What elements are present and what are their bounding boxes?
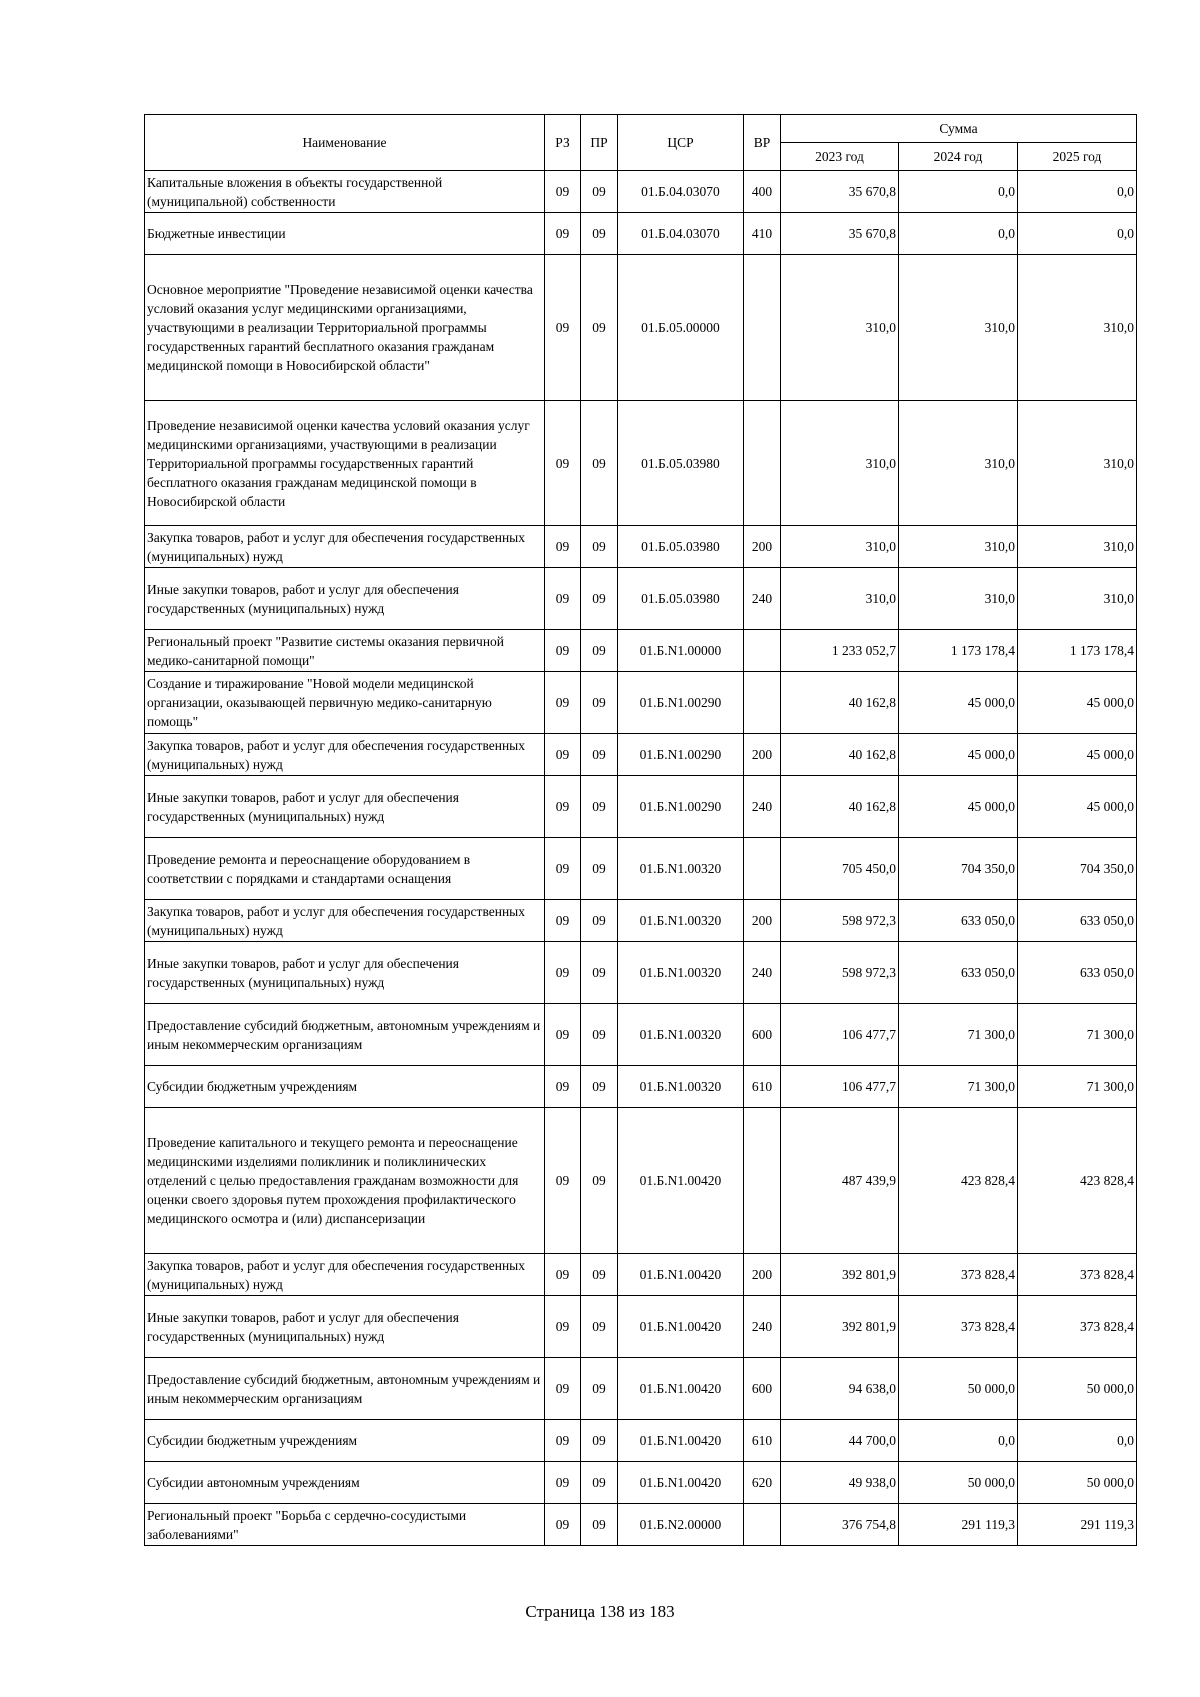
cell-2025: 0,0 bbox=[1018, 213, 1137, 255]
cell-name: Проведение ремонта и переоснащение оборудованием в соответствии с порядками и стандартами оснащения bbox=[145, 838, 545, 900]
cell-2025: 291 119,3 bbox=[1018, 1504, 1137, 1546]
cell-rz: 09 bbox=[545, 672, 581, 734]
cell-2023: 310,0 bbox=[781, 568, 899, 630]
cell-pr: 09 bbox=[581, 1504, 618, 1546]
cell-2024: 45 000,0 bbox=[899, 776, 1018, 838]
header-sum: Сумма bbox=[781, 115, 1137, 143]
cell-pr: 09 bbox=[581, 1004, 618, 1066]
cell-2024: 633 050,0 bbox=[899, 942, 1018, 1004]
cell-2025: 0,0 bbox=[1018, 171, 1137, 213]
cell-2023: 35 670,8 bbox=[781, 171, 899, 213]
cell-pr: 09 bbox=[581, 1066, 618, 1108]
cell-rz: 09 bbox=[545, 568, 581, 630]
cell-2024: 423 828,4 bbox=[899, 1108, 1018, 1254]
cell-csr: 01.Б.04.03070 bbox=[618, 213, 744, 255]
cell-2025: 0,0 bbox=[1018, 1420, 1137, 1462]
cell-rz: 09 bbox=[545, 900, 581, 942]
cell-csr: 01.Б.05.03980 bbox=[618, 401, 744, 526]
cell-name: Региональный проект "Борьба с сердечно-сосудистыми заболеваниями" bbox=[145, 1504, 545, 1546]
cell-name: Предоставление субсидий бюджетным, автономным учреждениям и иным некоммерческим организациям bbox=[145, 1358, 545, 1420]
cell-vr: 620 bbox=[744, 1462, 781, 1504]
cell-name: Субсидии бюджетным учреждениям bbox=[145, 1420, 545, 1462]
header-2023: 2023 год bbox=[781, 143, 899, 171]
cell-csr: 01.Б.N1.00320 bbox=[618, 1004, 744, 1066]
table-row bbox=[145, 1462, 1137, 1504]
cell-name: Иные закупки товаров, работ и услуг для обеспечения государственных (муниципальных) нужд bbox=[145, 568, 545, 630]
budget-table bbox=[144, 114, 1137, 1546]
cell-rz: 09 bbox=[545, 1108, 581, 1254]
cell-name: Бюджетные инвестиции bbox=[145, 213, 545, 255]
cell-name: Региональный проект "Развитие системы оказания первичной медико-санитарной помощи" bbox=[145, 630, 545, 672]
table-row bbox=[145, 942, 1137, 1004]
table-row bbox=[145, 630, 1137, 672]
cell-rz: 09 bbox=[545, 942, 581, 1004]
page-number: Страница 138 из 183 bbox=[525, 1602, 675, 1621]
cell-csr: 01.Б.N1.00420 bbox=[618, 1254, 744, 1296]
cell-2023: 487 439,9 bbox=[781, 1108, 899, 1254]
cell-vr: 240 bbox=[744, 568, 781, 630]
cell-csr: 01.Б.N1.00290 bbox=[618, 734, 744, 776]
cell-vr bbox=[744, 1108, 781, 1254]
cell-2025: 45 000,0 bbox=[1018, 734, 1137, 776]
cell-rz: 09 bbox=[545, 255, 581, 401]
cell-name: Иные закупки товаров, работ и услуг для обеспечения государственных (муниципальных) нужд bbox=[145, 942, 545, 1004]
cell-2023: 106 477,7 bbox=[781, 1004, 899, 1066]
cell-2024: 0,0 bbox=[899, 171, 1018, 213]
cell-csr: 01.Б.N1.00420 bbox=[618, 1358, 744, 1420]
cell-vr bbox=[744, 838, 781, 900]
cell-2023: 392 801,9 bbox=[781, 1296, 899, 1358]
table-row bbox=[145, 734, 1137, 776]
cell-2023: 40 162,8 bbox=[781, 776, 899, 838]
cell-2024: 310,0 bbox=[899, 255, 1018, 401]
cell-2023: 310,0 bbox=[781, 526, 899, 568]
cell-pr: 09 bbox=[581, 838, 618, 900]
cell-vr: 200 bbox=[744, 734, 781, 776]
table-row bbox=[145, 568, 1137, 630]
cell-vr: 200 bbox=[744, 526, 781, 568]
cell-pr: 09 bbox=[581, 255, 618, 401]
cell-csr: 01.Б.N1.00320 bbox=[618, 1066, 744, 1108]
cell-vr: 400 bbox=[744, 171, 781, 213]
cell-name: Закупка товаров, работ и услуг для обеспечения государственных (муниципальных) нужд bbox=[145, 900, 545, 942]
table-header bbox=[145, 115, 1137, 171]
cell-pr: 09 bbox=[581, 1296, 618, 1358]
cell-pr: 09 bbox=[581, 526, 618, 568]
cell-rz: 09 bbox=[545, 1504, 581, 1546]
cell-2025: 71 300,0 bbox=[1018, 1066, 1137, 1108]
cell-2024: 310,0 bbox=[899, 401, 1018, 526]
cell-rz: 09 bbox=[545, 171, 581, 213]
cell-2024: 71 300,0 bbox=[899, 1004, 1018, 1066]
cell-2023: 40 162,8 bbox=[781, 672, 899, 734]
cell-2024: 310,0 bbox=[899, 526, 1018, 568]
cell-rz: 09 bbox=[545, 1358, 581, 1420]
cell-name: Проведение капитального и текущего ремонта и переоснащение медицинскими изделиями поликлиник и поликлинических отделений с целью предоставления гражданам возможности для оценки своего здоровья путем прохождения профилактического медицинского осмотра и (или) диспансеризации bbox=[145, 1108, 545, 1254]
cell-pr: 09 bbox=[581, 900, 618, 942]
cell-2023: 376 754,8 bbox=[781, 1504, 899, 1546]
cell-csr: 01.Б.05.03980 bbox=[618, 526, 744, 568]
table-row bbox=[145, 1066, 1137, 1108]
cell-vr bbox=[744, 630, 781, 672]
cell-rz: 09 bbox=[545, 213, 581, 255]
cell-name: Субсидии бюджетным учреждениям bbox=[145, 1066, 545, 1108]
cell-vr: 200 bbox=[744, 900, 781, 942]
cell-2024: 291 119,3 bbox=[899, 1504, 1018, 1546]
cell-2024: 373 828,4 bbox=[899, 1296, 1018, 1358]
cell-2023: 392 801,9 bbox=[781, 1254, 899, 1296]
cell-csr: 01.Б.N1.00000 bbox=[618, 630, 744, 672]
cell-2024: 45 000,0 bbox=[899, 734, 1018, 776]
cell-vr: 240 bbox=[744, 942, 781, 1004]
table-row bbox=[145, 1504, 1137, 1546]
cell-csr: 01.Б.05.03980 bbox=[618, 568, 744, 630]
cell-pr: 09 bbox=[581, 568, 618, 630]
cell-name: Проведение независимой оценки качества условий оказания услуг медицинскими организациями, участвующими в реализации Территориальной программы государственных гарантий бесплатного оказания гражданам медицинской помощи в Новосибирской области bbox=[145, 401, 545, 526]
table-row bbox=[145, 171, 1137, 213]
cell-2025: 310,0 bbox=[1018, 568, 1137, 630]
cell-pr: 09 bbox=[581, 1254, 618, 1296]
cell-2025: 704 350,0 bbox=[1018, 838, 1137, 900]
cell-pr: 09 bbox=[581, 1420, 618, 1462]
cell-2024: 1 173 178,4 bbox=[899, 630, 1018, 672]
table-row bbox=[145, 1108, 1137, 1254]
cell-2024: 71 300,0 bbox=[899, 1066, 1018, 1108]
cell-2024: 50 000,0 bbox=[899, 1358, 1018, 1420]
cell-2024: 0,0 bbox=[899, 1420, 1018, 1462]
cell-2025: 310,0 bbox=[1018, 401, 1137, 526]
cell-rz: 09 bbox=[545, 776, 581, 838]
cell-rz: 09 bbox=[545, 1254, 581, 1296]
cell-2023: 310,0 bbox=[781, 255, 899, 401]
cell-pr: 09 bbox=[581, 776, 618, 838]
cell-vr: 200 bbox=[744, 1254, 781, 1296]
cell-vr: 600 bbox=[744, 1358, 781, 1420]
cell-csr: 01.Б.05.00000 bbox=[618, 255, 744, 401]
cell-csr: 01.Б.N1.00420 bbox=[618, 1420, 744, 1462]
cell-pr: 09 bbox=[581, 213, 618, 255]
cell-csr: 01.Б.N2.00000 bbox=[618, 1504, 744, 1546]
cell-2025: 373 828,4 bbox=[1018, 1296, 1137, 1358]
cell-vr bbox=[744, 672, 781, 734]
cell-2023: 705 450,0 bbox=[781, 838, 899, 900]
cell-rz: 09 bbox=[545, 526, 581, 568]
header-2024: 2024 год bbox=[899, 143, 1018, 171]
cell-vr: 600 bbox=[744, 1004, 781, 1066]
cell-2023: 598 972,3 bbox=[781, 942, 899, 1004]
cell-csr: 01.Б.N1.00320 bbox=[618, 900, 744, 942]
cell-2023: 310,0 bbox=[781, 401, 899, 526]
cell-name: Капитальные вложения в объекты государственной (муниципальной) собственности bbox=[145, 171, 545, 213]
header-vr: ВР bbox=[744, 115, 781, 171]
header-pr: ПР bbox=[581, 115, 618, 171]
cell-2025: 45 000,0 bbox=[1018, 776, 1137, 838]
table-body bbox=[145, 171, 1137, 1546]
cell-2024: 633 050,0 bbox=[899, 900, 1018, 942]
table-row bbox=[145, 401, 1137, 526]
cell-2023: 35 670,8 bbox=[781, 213, 899, 255]
cell-vr bbox=[744, 255, 781, 401]
cell-rz: 09 bbox=[545, 1462, 581, 1504]
cell-2025: 45 000,0 bbox=[1018, 672, 1137, 734]
cell-rz: 09 bbox=[545, 1296, 581, 1358]
table-row bbox=[145, 526, 1137, 568]
cell-rz: 09 bbox=[545, 734, 581, 776]
cell-vr: 610 bbox=[744, 1420, 781, 1462]
table-row bbox=[145, 672, 1137, 734]
cell-pr: 09 bbox=[581, 1108, 618, 1254]
cell-name: Предоставление субсидий бюджетным, автономным учреждениям и иным некоммерческим организациям bbox=[145, 1004, 545, 1066]
cell-csr: 01.Б.N1.00320 bbox=[618, 942, 744, 1004]
table-row bbox=[145, 1254, 1137, 1296]
table-row bbox=[145, 1004, 1137, 1066]
cell-csr: 01.Б.N1.00420 bbox=[618, 1108, 744, 1254]
cell-name: Субсидии автономным учреждениям bbox=[145, 1462, 545, 1504]
cell-2025: 1 173 178,4 bbox=[1018, 630, 1137, 672]
cell-2024: 373 828,4 bbox=[899, 1254, 1018, 1296]
cell-2024: 310,0 bbox=[899, 568, 1018, 630]
cell-2023: 1 233 052,7 bbox=[781, 630, 899, 672]
cell-vr: 410 bbox=[744, 213, 781, 255]
cell-2023: 106 477,7 bbox=[781, 1066, 899, 1108]
cell-name: Основное мероприятие "Проведение независимой оценки качества условий оказания услуг медицинскими организациями, участвующими в реализации Территориальной программы государственных гарантий бесплатного оказания гражданам медицинской помощи в Новосибирской области" bbox=[145, 255, 545, 401]
cell-2025: 633 050,0 bbox=[1018, 942, 1137, 1004]
table-row bbox=[145, 1420, 1137, 1462]
table-row bbox=[145, 213, 1137, 255]
cell-rz: 09 bbox=[545, 630, 581, 672]
table-row bbox=[145, 255, 1137, 401]
cell-vr: 240 bbox=[744, 776, 781, 838]
cell-name: Создание и тиражирование "Новой модели медицинской организации, оказывающей первичную медико-санитарную помощь" bbox=[145, 672, 545, 734]
cell-2025: 633 050,0 bbox=[1018, 900, 1137, 942]
header-csr: ЦСР bbox=[618, 115, 744, 171]
cell-pr: 09 bbox=[581, 1462, 618, 1504]
table-row bbox=[145, 900, 1137, 942]
cell-rz: 09 bbox=[545, 1004, 581, 1066]
cell-2024: 704 350,0 bbox=[899, 838, 1018, 900]
table-row bbox=[145, 838, 1137, 900]
cell-2024: 50 000,0 bbox=[899, 1462, 1018, 1504]
cell-csr: 01.Б.N1.00290 bbox=[618, 672, 744, 734]
cell-csr: 01.Б.N1.00420 bbox=[618, 1296, 744, 1358]
cell-2024: 45 000,0 bbox=[899, 672, 1018, 734]
cell-2025: 423 828,4 bbox=[1018, 1108, 1137, 1254]
cell-pr: 09 bbox=[581, 630, 618, 672]
cell-csr: 01.Б.N1.00290 bbox=[618, 776, 744, 838]
cell-csr: 01.Б.N1.00420 bbox=[618, 1462, 744, 1504]
cell-pr: 09 bbox=[581, 672, 618, 734]
header-name: Наименование bbox=[145, 115, 545, 171]
cell-vr: 240 bbox=[744, 1296, 781, 1358]
cell-2023: 49 938,0 bbox=[781, 1462, 899, 1504]
cell-rz: 09 bbox=[545, 401, 581, 526]
cell-pr: 09 bbox=[581, 734, 618, 776]
cell-rz: 09 bbox=[545, 1066, 581, 1108]
table-row bbox=[145, 1358, 1137, 1420]
cell-2023: 44 700,0 bbox=[781, 1420, 899, 1462]
cell-rz: 09 bbox=[545, 838, 581, 900]
cell-2023: 94 638,0 bbox=[781, 1358, 899, 1420]
cell-csr: 01.Б.04.03070 bbox=[618, 171, 744, 213]
cell-pr: 09 bbox=[581, 171, 618, 213]
header-2025: 2025 год bbox=[1018, 143, 1137, 171]
cell-2025: 50 000,0 bbox=[1018, 1358, 1137, 1420]
cell-2023: 598 972,3 bbox=[781, 900, 899, 942]
cell-name: Закупка товаров, работ и услуг для обеспечения государственных (муниципальных) нужд bbox=[145, 734, 545, 776]
cell-2025: 310,0 bbox=[1018, 526, 1137, 568]
cell-name: Иные закупки товаров, работ и услуг для обеспечения государственных (муниципальных) нужд bbox=[145, 1296, 545, 1358]
cell-2025: 71 300,0 bbox=[1018, 1004, 1137, 1066]
cell-rz: 09 bbox=[545, 1420, 581, 1462]
cell-vr bbox=[744, 401, 781, 526]
cell-2025: 373 828,4 bbox=[1018, 1254, 1137, 1296]
header-rz: РЗ bbox=[545, 115, 581, 171]
cell-2024: 0,0 bbox=[899, 213, 1018, 255]
table-row bbox=[145, 776, 1137, 838]
cell-vr: 610 bbox=[744, 1066, 781, 1108]
cell-name: Закупка товаров, работ и услуг для обеспечения государственных (муниципальных) нужд bbox=[145, 1254, 545, 1296]
cell-2023: 40 162,8 bbox=[781, 734, 899, 776]
table-row bbox=[145, 1296, 1137, 1358]
cell-pr: 09 bbox=[581, 401, 618, 526]
cell-pr: 09 bbox=[581, 1358, 618, 1420]
cell-pr: 09 bbox=[581, 942, 618, 1004]
cell-2025: 310,0 bbox=[1018, 255, 1137, 401]
cell-vr bbox=[744, 1504, 781, 1546]
cell-csr: 01.Б.N1.00320 bbox=[618, 838, 744, 900]
cell-name: Закупка товаров, работ и услуг для обеспечения государственных (муниципальных) нужд bbox=[145, 526, 545, 568]
cell-2025: 50 000,0 bbox=[1018, 1462, 1137, 1504]
cell-name: Иные закупки товаров, работ и услуг для обеспечения государственных (муниципальных) нужд bbox=[145, 776, 545, 838]
